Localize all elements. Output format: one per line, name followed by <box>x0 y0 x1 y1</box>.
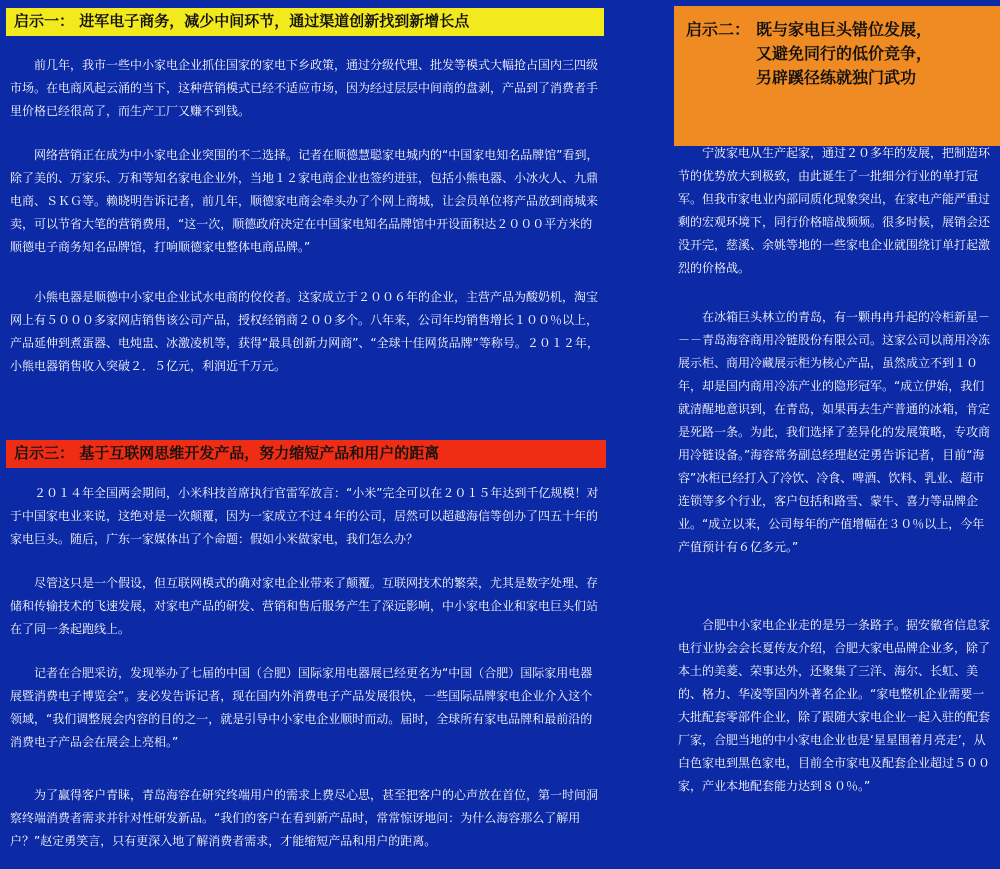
section1-paragraph-3: 小熊电器是顺德中小家电企业试水电商的佼佼者。这家成立于２００６年的企业，主营产品为酸奶机，淘宝网上有５０００多家网店销售该公司产品，授权经销商２００多个。八年来，公司年均销售增长１００％以上，产品延伸到煮蛋器、电炖盅、冰激凌机等，获得“最具创新力网商”、“全球十佳网货品牌”等称号。２０１２年，小熊电器销售收入突破２．５亿元，利润近千万元。 <box>10 290 599 373</box>
section3-paragraph-3: 记者在合肥采访，发现举办了七届的中国（合肥）国际家用电器展已经更名为“中国（合肥）国际家用电器展暨消费电子博览会”。麦必发告诉记者，现在国内外消费电子产品发展很快，一些国际品牌家电企业介入这个领域，“我们调整展会内容的目的之一，就是引导中小家电企业顺时而动。届时，全球所有家电品牌和最前沿的消费电子产品会在展会上亮相。” <box>10 666 593 749</box>
section3-paragraph-1: ２０１４年全国两会期间，小米科技首席执行官雷军放言：“小米”完全可以在２０１５年达到千亿规模！对于中国家电业来说，这绝对是一次颠覆，因为一家成立不过４年的公司，居然可以超越海信等创办了四五十年的家电巨头。随后，广东一家媒体出了个命题：假如小米做家电，我们怎么办？ <box>10 486 599 546</box>
section2-title: 既与家电巨头错位发展， 又避免同行的低价竞争， 另辟蹊径练就独门武功 <box>756 20 933 87</box>
section2-paragraph-3: 合肥中小家电企业走的是另一条路子。据安徽省信息家电行业协会会长夏传友介绍，合肥大家电品牌企业多，除了本土的美菱、荣事达外，还聚集了三洋、海尔、长虹、美的、格力、华凌等国内外著名企业。“家电整机企业需要一大批配套零部件企业，除了跟随大家电企业一起入驻的配套厂家，合肥当地的中小家电企业也是‘星星围着月亮走’，从白色家电到黑色家电，目前全市家电及配套企业超过５００家，产业本地配套能力达到８０％。” <box>678 618 991 793</box>
section-heading-1: 启示一： 进军电子商务，减少中间环节，通过渠道创新找到新增长点 <box>6 8 604 36</box>
section2-paragraph-1: 宁波家电从生产起家，通过２０多年的发展，把制造环节的优势放大到极致，由此诞生了一批细分行业的单打冠军。但我市家电业内部同质化现象突出，在家电产能严重过剩的宏观环境下，同行价格暗战频频。很多时候，展销会还没开完，慈溪、余姚等地的一些家电企业就围绕订单打起激烈的价格战。 <box>678 146 991 275</box>
section1-paragraph-1: 前几年，我市一些中小家电企业抓住国家的家电下乡政策，通过分级代理、批发等模式大幅抢占国内三四级市场。在电商风起云涌的当下，这种营销模式已经不适应市场，因为经过层层中间商的盘剥，产品到了消费者手里价格已经很高了，而生产工厂又赚不到钱。 <box>10 58 599 118</box>
section3-paragraph-2: 尽管这只是一个假设，但互联网模式的确对家电企业带来了颠覆。互联网技术的繁荣，尤其是数字处理、存储和传输技术的飞速发展，对家电产品的研发、营销和售后服务产生了深远影响，中小家电企业和家电巨头们站在了同一条起跑线上。 <box>10 576 599 636</box>
section2-tag: 启示二： <box>686 20 751 39</box>
section-heading-2 <box>674 6 1000 146</box>
section2-paragraph-2: 在冰箱巨头林立的青岛，有一颗冉冉升起的冷柜新星－－－青岛海容商用冷链股份有限公司。这家公司以商用冷冻展示柜、商用冷藏展示柜为核心产品，虽然成立不到１０年，却是国内商用冷冻产业的隐形冠军。“成立伊始，我们就清醒地意识到，在青岛，如果再去生产普通的冰箱，肯定是死路一条。为此，我们选择了差异化的发展策略，专攻商用冷链设备。”海容常务副总经理赵定勇告诉记者，目前“海容”冰柜已经打入了冷饮、冷食、啤酒、饮料、乳业、超市连锁等多个行业，客户包括和路雪、蒙牛、喜力等品牌企业。“成立以来，公司每年的产值增幅在３０％以上，今年产值预计有６亿多元。” <box>678 310 991 554</box>
section-heading-3: 启示三： 基于互联网思维开发产品，努力缩短产品和用户的距离 <box>6 440 606 468</box>
section1-paragraph-2: 网络营销正在成为中小家电企业突围的不二选择。记者在顺德慧聪家电城内的“中国家电知名品牌馆”看到，除了美的、万家乐、万和等知名家电企业外，当地１２家电商企业也签约进驻，包括小熊电器、小冰火人、九鼎电商、ＳＫＧ等。赖晓明告诉记者，前几年，顺德家电商会牵头办了个网上商城，让会员单位将产品放到商城来卖，可以节省大笔的营销费用，“这一次，顺德政府决定在中国家电知名品牌馆中开设面积达２０００平方米的顺德电子商务知名品牌馆，打响顺德家电整体电商品牌。” <box>10 148 599 254</box>
section3-paragraph-4: 为了赢得客户青睐，青岛海容在研究终端用户的需求上费尽心思，甚至把客户的心声放在首位，第一时间洞察终端消费者需求并针对性研发新品。“我们的客户在看到新产品时，常常惊讶地问：为什么海容那么了解用户？”赵定勇笑言，只有更深入地了解消费者需求，才能缩短产品和用户的距离。 <box>10 788 599 848</box>
